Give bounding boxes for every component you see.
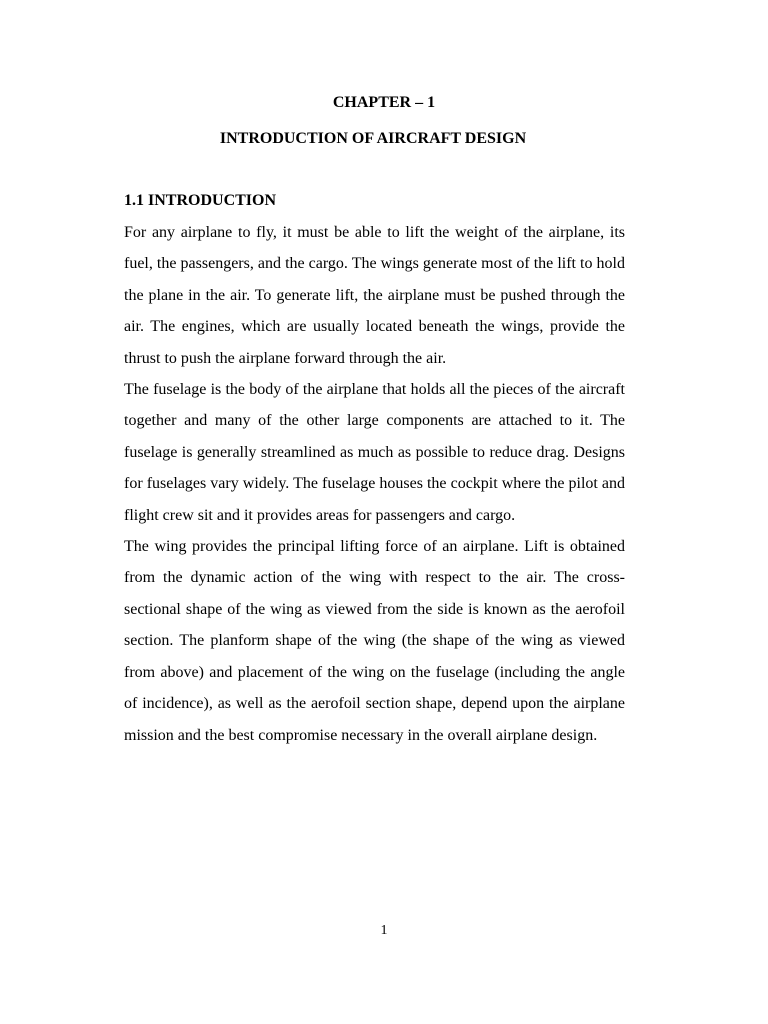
paragraph-wing: The wing provides the principal lifting force of an airplane. Lift is obtained from the dynamic action of the wing with respect to the air. The cross-sectional shape of the wing as viewed from the side is known as the aerofoil section. The planform shape of the wing (the shape of the wing as viewed from above) and placement of the wing on the fuselage (including the angle of incidence), as well as the aerofoil section shape, depend upon the airplane mission and the best compromise necessary in the overall airplane design. [124, 538, 625, 744]
section-heading: 1.1 INTRODUCTION [124, 192, 277, 209]
chapter-title: INTRODUCTION OF AIRCRAFT DESIGN [219, 130, 527, 147]
chapter-label: CHAPTER – 1 [332, 94, 436, 111]
page-number: 1 [380, 923, 388, 938]
paragraph-airplane-lift: For any airplane to fly, it must be able to lift the weight of the airplane, its fuel, the passengers, and the cargo. The wings generate most of the lift to hold the plane in the air. To generate lift, the airplane must be pushed through the air. The engines, which are usually located beneath the wings, provide the thrust to push the airplane forward through the air. [124, 224, 625, 367]
body-text [124, 217, 625, 751]
paragraph-fuselage: The fuselage is the body of the airplane that holds all the pieces of the aircraft together and many of the other large components are attached to it. The fuselage is generally streamlined as much as possible to reduce drag. Designs for fuselages vary widely. The fuselage houses the cockpit where the pilot and flight crew sit and it provides areas for passengers and cargo. [124, 381, 625, 524]
